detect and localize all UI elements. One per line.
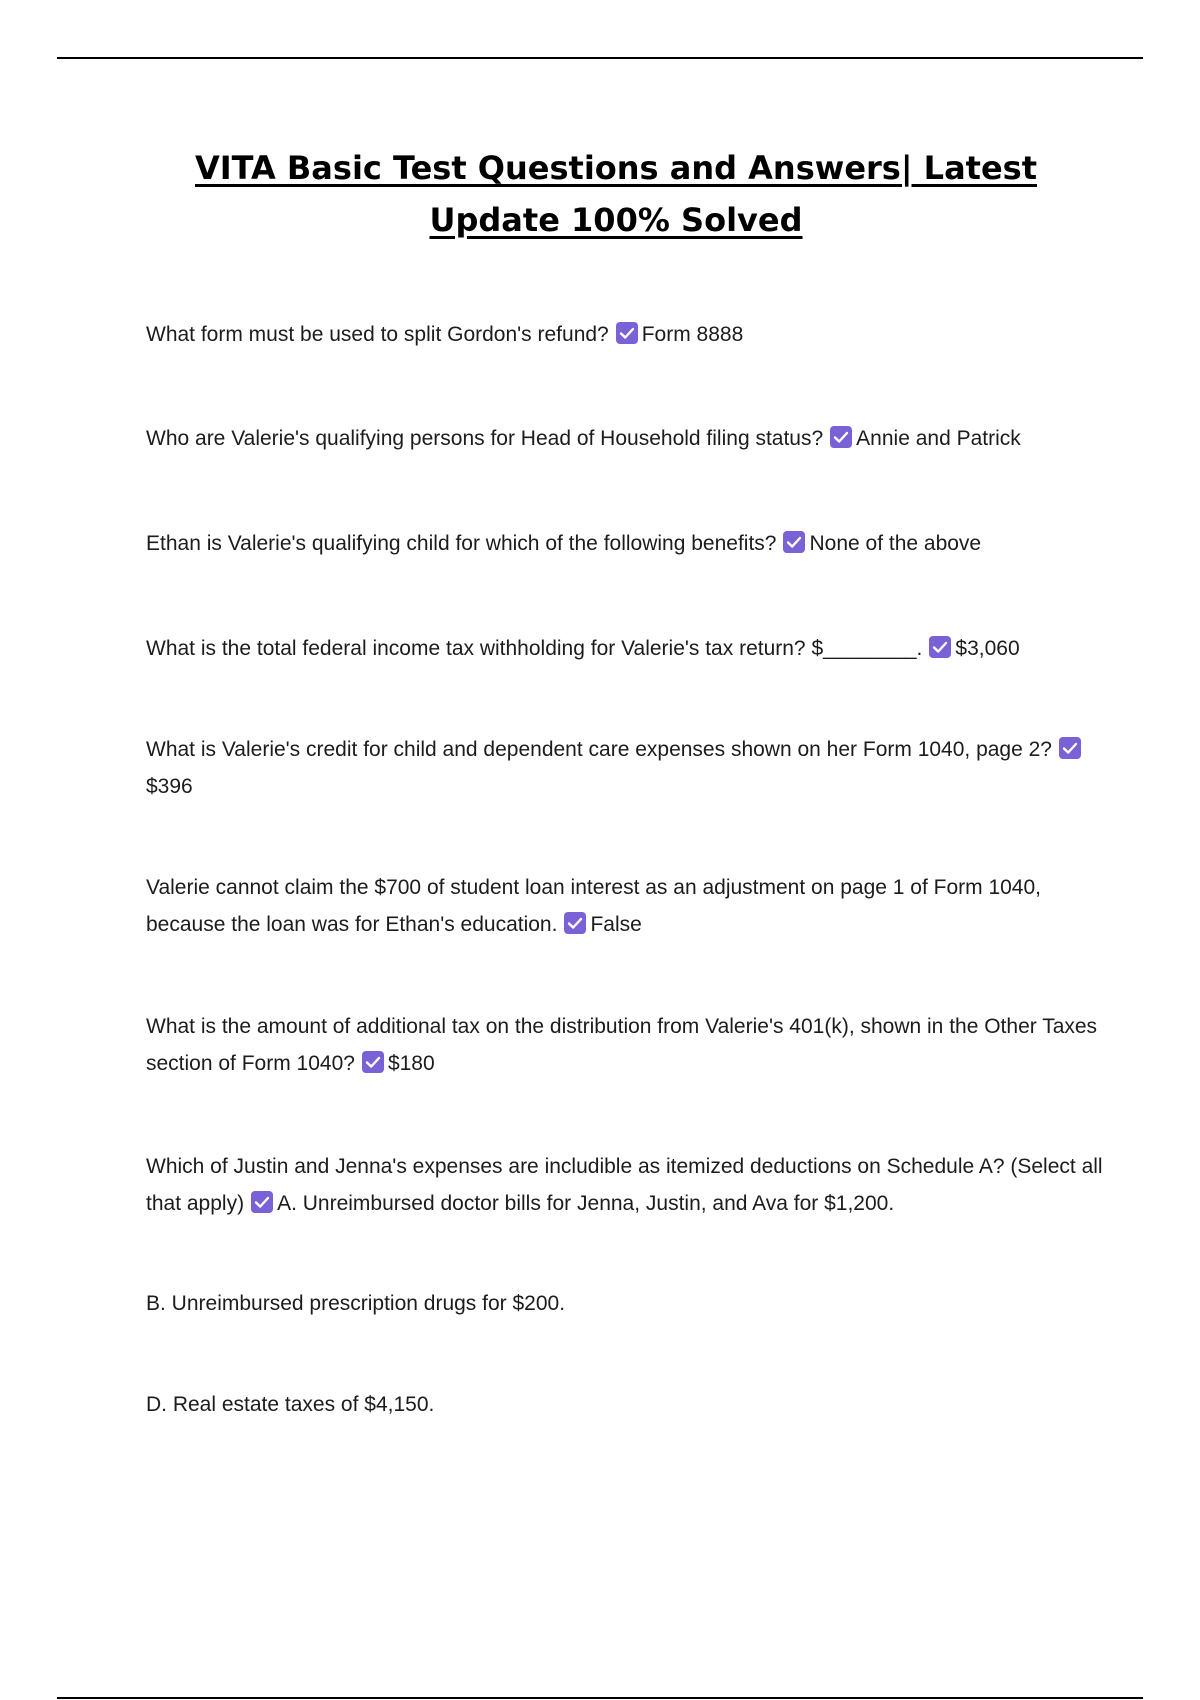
answer-text: $180 <box>387 1052 435 1075</box>
qa-item-4 <box>146 630 1106 667</box>
question-text: What is the amount of additional tax on the distribution from Valerie's 401(k), shown in the Other Taxes section of Form 1040? <box>146 1015 1098 1075</box>
answer-text: False <box>590 913 642 936</box>
checkmark-icon <box>616 322 638 344</box>
answer-text: $3,060 <box>955 637 1020 660</box>
qa-item-1 <box>146 316 1106 353</box>
answer-text: Form 8888 <box>641 323 744 346</box>
extra-answer-1 <box>146 1285 1106 1322</box>
answer-text: Annie and Patrick <box>856 427 1021 450</box>
qa-item-5 <box>146 731 1106 805</box>
question-text: What form must be used to split Gordon's refund? <box>146 323 609 346</box>
qa-item-2 <box>146 420 1106 457</box>
answer-text: D. Real estate taxes of $4,150. <box>146 1393 435 1416</box>
qa-item-7 <box>146 1008 1106 1082</box>
checkmark-icon <box>564 912 586 934</box>
checkmark-icon <box>362 1051 384 1073</box>
qa-item-6 <box>146 869 1106 943</box>
page-title: VITA Basic Test Questions and Answers| Latest Update 100% Solved <box>194 149 1037 239</box>
answer-text: None of the above <box>809 532 982 555</box>
checkmark-icon <box>929 636 951 658</box>
checkmark-icon <box>830 426 852 448</box>
bottom-rule <box>57 1697 1143 1699</box>
answer-text: B. Unreimbursed prescription drugs for $200. <box>146 1292 566 1315</box>
answer-text: $396 <box>146 775 193 798</box>
question-text: What is Valerie's credit for child and dependent care expenses shown on her Form 1040, page 2? <box>146 738 1052 761</box>
checkmark-icon <box>1059 737 1081 759</box>
question-text: Valerie cannot claim the $700 of student loan interest as an adjustment on page 1 of Form 1040, because the loan was for Ethan's education. <box>146 876 1042 936</box>
answer-text: A. Unreimbursed doctor bills for Jenna, Justin, and Ava for $1,200. <box>277 1192 895 1215</box>
extra-answer-2 <box>146 1386 1106 1423</box>
top-rule <box>57 57 1143 59</box>
question-text: Who are Valerie's qualifying persons for Head of Household filing status? <box>146 427 824 450</box>
question-text: What is the total federal income tax withholding for Valerie's tax return? $________. <box>146 637 923 660</box>
checkmark-icon <box>251 1191 273 1213</box>
question-text: Which of Justin and Jenna's expenses are includible as itemized deductions on Schedule A? (Select all that apply) <box>146 1155 1103 1215</box>
question-text: Ethan is Valerie's qualifying child for which of the following benefits? <box>146 532 777 555</box>
checkmark-icon <box>783 531 805 553</box>
qa-item-8 <box>146 1148 1106 1222</box>
qa-item-3 <box>146 525 1106 562</box>
